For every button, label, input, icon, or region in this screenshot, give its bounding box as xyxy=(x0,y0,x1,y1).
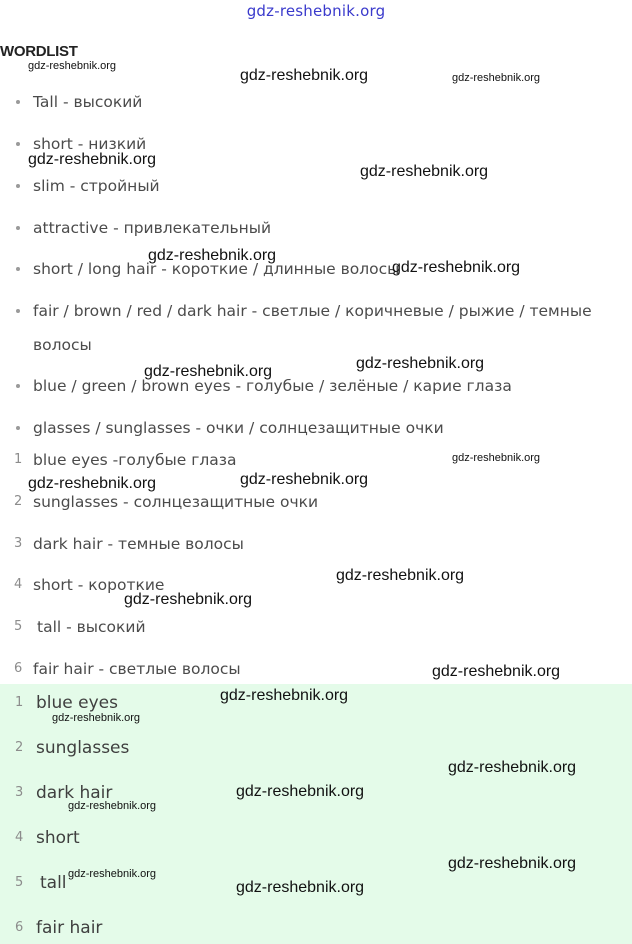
answer-item xyxy=(15,828,80,848)
bullet-dot xyxy=(16,226,20,230)
answer-text: fair hair xyxy=(36,918,103,938)
watermark: gdz-reshebnik.org xyxy=(220,687,349,704)
list-item xyxy=(33,411,444,445)
answer-text: sunglasses xyxy=(36,738,130,758)
item-text: dark hair - темные волосы xyxy=(33,535,244,553)
watermark: gdz-reshebnik.org xyxy=(28,60,117,72)
watermark: gdz-reshebnik.org xyxy=(360,163,489,180)
item-number: 4 xyxy=(14,577,23,592)
item-text: sunglasses - солнцезащитные очки xyxy=(33,493,319,511)
list-item-text: Tall - высокий xyxy=(33,93,143,111)
watermark: gdz-reshebnik.org xyxy=(448,759,577,776)
watermark: gdz-reshebnik.org xyxy=(52,712,141,724)
watermark: gdz-reshebnik.org xyxy=(68,868,157,880)
item-number: 6 xyxy=(14,661,23,676)
list-item-text: short / long hair - короткие / длинные волосы xyxy=(33,260,400,278)
watermark: gdz-reshebnik.org xyxy=(452,72,541,84)
list-item xyxy=(33,211,271,245)
bullet-dot xyxy=(16,184,20,188)
watermark: gdz-reshebnik.org xyxy=(432,663,561,680)
list-item xyxy=(33,169,160,203)
watermark: gdz-reshebnik.org xyxy=(356,355,485,372)
answer-text: dark hair xyxy=(36,783,113,803)
answer-number: 5 xyxy=(15,875,24,890)
bullet-dot xyxy=(16,309,20,313)
answer-text: short xyxy=(36,828,80,848)
list-item xyxy=(33,369,512,403)
answer-number: 1 xyxy=(15,695,24,710)
watermark: gdz-reshebnik.org xyxy=(236,783,365,800)
item-text: short - короткие xyxy=(33,576,165,594)
watermark: gdz-reshebnik.org xyxy=(448,855,577,872)
item-number: 5 xyxy=(14,619,23,634)
answer-item xyxy=(15,918,103,938)
watermark: gdz-reshebnik.org xyxy=(148,247,277,264)
answer-item xyxy=(15,693,118,713)
numbered-item xyxy=(14,618,146,636)
bullet-dot xyxy=(16,384,20,388)
site-title[interactable]: gdz-reshebnik.org xyxy=(246,2,386,20)
bullet-dot xyxy=(16,426,20,430)
answer-number: 3 xyxy=(15,785,24,800)
answer-text: blue eyes xyxy=(36,693,118,713)
bullet-dot xyxy=(16,267,20,271)
answer-number: 2 xyxy=(15,740,24,755)
watermark: gdz-reshebnik.org xyxy=(392,259,521,276)
item-text: tall - высокий xyxy=(37,618,146,636)
list-item-text: blue / green / brown eyes - голубые / зелёные / карие глаза xyxy=(33,377,512,395)
answer-item xyxy=(15,873,67,893)
bullet-dot xyxy=(16,142,20,146)
numbered-item xyxy=(14,660,241,678)
watermark: gdz-reshebnik.org xyxy=(28,151,157,168)
numbered-item xyxy=(14,493,319,511)
list-item-text: short - низкий xyxy=(33,135,147,153)
item-text: fair hair - светлые волосы xyxy=(33,660,241,678)
bullet-dot xyxy=(16,100,20,104)
watermark: gdz-reshebnik.org xyxy=(240,67,369,84)
list-item xyxy=(33,294,593,362)
watermark: gdz-reshebnik.org xyxy=(452,452,541,464)
numbered-item xyxy=(14,535,244,553)
watermark: gdz-reshebnik.org xyxy=(144,363,273,380)
watermark: gdz-reshebnik.org xyxy=(236,879,365,896)
item-number: 2 xyxy=(14,494,23,509)
list-item-text: attractive - привлекательный xyxy=(33,219,272,237)
answer-number: 4 xyxy=(15,830,24,845)
answer-number: 6 xyxy=(15,920,24,935)
answer-item xyxy=(15,738,130,758)
list-item-text: glasses / sunglasses - очки / солнцезащитные очки xyxy=(33,419,444,437)
answer-text: tall xyxy=(40,873,67,893)
watermark: gdz-reshebnik.org xyxy=(336,567,465,584)
wordlist-heading: WORDLIST xyxy=(0,43,78,60)
watermark: gdz-reshebnik.org xyxy=(124,591,253,608)
watermark: gdz-reshebnik.org xyxy=(68,800,157,812)
item-text: blue eyes -голубые глаза xyxy=(33,451,237,469)
list-item-text: fair / brown / red / dark hair - светлые / коричневые / рыжие / темные волосы xyxy=(33,302,592,354)
list-item-text: slim - стройный xyxy=(33,177,160,195)
list-item xyxy=(33,85,142,119)
item-number: 3 xyxy=(14,536,23,551)
numbered-item xyxy=(14,451,237,469)
watermark: gdz-reshebnik.org xyxy=(28,475,157,492)
watermark: gdz-reshebnik.org xyxy=(240,471,369,488)
item-number: 1 xyxy=(14,452,23,467)
